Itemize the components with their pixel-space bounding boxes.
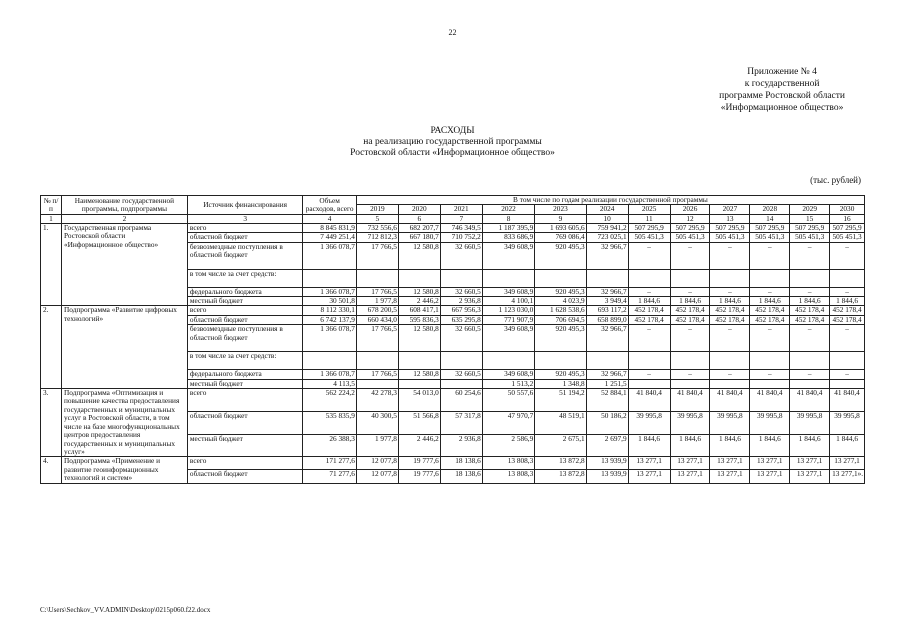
year-value-cell (790, 352, 830, 370)
year-value-cell: 39 995,8 (670, 411, 710, 434)
year-value-cell (356, 352, 398, 370)
year-value-cell: 12 580,8 (398, 287, 440, 296)
year-value-cell: – (628, 242, 670, 269)
column-index-cell: 2 (61, 214, 187, 223)
row-number: 1. (41, 223, 62, 306)
row-number: 4. (41, 457, 62, 483)
year-value-cell: 1 844,6 (710, 434, 750, 457)
year-header: 2024 (586, 205, 628, 214)
year-value-cell: 678 200,5 (356, 306, 398, 315)
year-value-cell: 2 697,9 (586, 434, 628, 457)
year-value-cell: 349 608,9 (482, 242, 534, 269)
year-value-cell: 41 840,4 (710, 389, 750, 412)
year-value-cell (356, 379, 398, 388)
year-value-cell: – (750, 325, 790, 352)
year-value-cell: – (710, 325, 750, 352)
funding-source: местный бюджет (187, 297, 302, 306)
year-value-cell: 50 557,6 (482, 389, 534, 412)
year-value-cell: 452 178,4 (670, 315, 710, 324)
year-value-cell: 4 100,1 (482, 297, 534, 306)
funding-source: областной бюджет (187, 315, 302, 324)
year-value-cell: 2 586,9 (482, 434, 534, 457)
column-index-cell: 14 (750, 214, 790, 223)
expenses-table (40, 195, 865, 484)
appendix-line-1: Приложение № 4 (747, 67, 817, 77)
column-index-cell: 11 (628, 214, 670, 223)
funding-source: безвозмездные поступления в областной бюджет (187, 242, 302, 269)
page-number: 22 (448, 28, 457, 37)
total-value-cell: 8 112 330,1 (303, 306, 357, 315)
year-value-cell: 13 277,1 (790, 470, 830, 483)
year-value-cell (790, 269, 830, 287)
year-value-cell: – (710, 370, 750, 379)
year-value-cell (628, 379, 670, 388)
year-value-cell: 13 808,3 (482, 470, 534, 483)
total-value-cell: 8 845 831,9 (303, 223, 357, 232)
table-row (41, 457, 865, 470)
year-value-cell: 13 277,1». (830, 470, 865, 483)
year-value-cell (710, 269, 750, 287)
year-value-cell: 595 836,3 (398, 315, 440, 324)
appendix-line-2: к государственной (744, 79, 820, 89)
year-value-cell: 452 178,4 (790, 315, 830, 324)
year-value-cell: 18 138,6 (440, 457, 482, 470)
year-value-cell: 42 278,3 (356, 389, 398, 412)
year-value-cell: 1 251,5 (586, 379, 628, 388)
year-value-cell: 4 023,9 (535, 297, 586, 306)
year-value-cell (482, 352, 534, 370)
year-value-cell: 452 178,4 (628, 315, 670, 324)
year-value-cell: 1 977,8 (356, 434, 398, 457)
funding-source: безвозмездные поступления в областной бюджет (187, 325, 302, 352)
year-value-cell: 18 138,6 (440, 470, 482, 483)
year-value-cell: 706 694,5 (535, 315, 586, 324)
funding-source: местный бюджет (187, 434, 302, 457)
column-index-cell: 6 (398, 214, 440, 223)
column-index-cell: 3 (187, 214, 302, 223)
year-value-cell: 1 693 605,6 (535, 223, 586, 232)
year-value-cell: – (750, 242, 790, 269)
year-value-cell (628, 352, 670, 370)
total-value-cell: 1 366 078,7 (303, 370, 357, 379)
column-index-cell: 1 (41, 214, 62, 223)
year-value-cell: 507 295,9 (628, 223, 670, 232)
col-header-by-years: В том числе по годам реализации государственной программы (356, 196, 864, 205)
year-value-cell: 732 556,6 (356, 223, 398, 232)
total-value-cell: 7 449 251,4 (303, 233, 357, 242)
year-value-cell: 32 660,5 (440, 370, 482, 379)
year-value-cell: 1 844,6 (830, 297, 865, 306)
year-value-cell: 1 977,8 (356, 297, 398, 306)
year-value-cell: – (750, 287, 790, 296)
year-value-cell: 32 966,7 (586, 287, 628, 296)
year-value-cell: 17 766,5 (356, 370, 398, 379)
year-value-cell: 1 844,6 (670, 434, 710, 457)
year-value-cell: 41 840,4 (628, 389, 670, 412)
year-value-cell (628, 269, 670, 287)
total-value-cell: 30 501,8 (303, 297, 357, 306)
year-value-cell: 507 295,9 (750, 223, 790, 232)
year-value-cell: 2 936,8 (440, 297, 482, 306)
program-name: Подпрограмма «Применение и развитие геоинформационных технологий и систем» (61, 457, 187, 483)
col-header-num: № п/п (41, 196, 62, 215)
year-value-cell: 57 317,8 (440, 411, 482, 434)
appendix-line-3: программе Ростовской области (719, 91, 845, 101)
year-value-cell: 39 995,8 (790, 411, 830, 434)
year-value-cell: 507 295,9 (830, 223, 865, 232)
year-value-cell: 39 995,8 (628, 411, 670, 434)
year-value-cell: 13 277,1 (750, 457, 790, 470)
year-value-cell: 13 277,1 (628, 457, 670, 470)
year-value-cell: – (830, 287, 865, 296)
year-value-cell: 507 295,9 (790, 223, 830, 232)
table-row (41, 223, 865, 232)
year-value-cell: 771 907,9 (482, 315, 534, 324)
year-header: 2030 (830, 205, 865, 214)
total-value-cell: 1 366 078,7 (303, 325, 357, 352)
total-value-cell: 562 224,2 (303, 389, 357, 412)
year-header: 2022 (482, 205, 534, 214)
total-value-cell (303, 269, 357, 287)
year-value-cell: 13 277,1 (830, 457, 865, 470)
year-header: 2025 (628, 205, 670, 214)
year-header: 2029 (790, 205, 830, 214)
year-value-cell: 667 956,3 (440, 306, 482, 315)
year-value-cell: – (628, 370, 670, 379)
program-name: Государственная программа Ростовской области «Информационное общество» (61, 223, 187, 306)
year-value-cell: 12 580,8 (398, 325, 440, 352)
year-value-cell (440, 352, 482, 370)
year-value-cell: 13 277,1 (670, 457, 710, 470)
year-value-cell (440, 269, 482, 287)
year-value-cell: 746 349,5 (440, 223, 482, 232)
year-header: 2021 (440, 205, 482, 214)
year-value-cell: 41 840,4 (750, 389, 790, 412)
year-value-cell: 452 178,4 (670, 306, 710, 315)
year-value-cell (356, 269, 398, 287)
year-value-cell: 667 180,7 (398, 233, 440, 242)
funding-source: всего (187, 306, 302, 315)
year-value-cell: 17 766,5 (356, 325, 398, 352)
year-value-cell: 1 844,6 (830, 434, 865, 457)
year-value-cell: 452 178,4 (710, 315, 750, 324)
year-header: 2020 (398, 205, 440, 214)
year-value-cell: – (670, 287, 710, 296)
year-value-cell: 2 675,1 (535, 434, 586, 457)
year-value-cell: 1 187 395,9 (482, 223, 534, 232)
header-row-1 (41, 196, 865, 205)
year-value-cell: 693 117,2 (586, 306, 628, 315)
year-value-cell: 833 686,9 (482, 233, 534, 242)
year-value-cell: 349 608,9 (482, 287, 534, 296)
year-value-cell: 2 446,2 (398, 434, 440, 457)
year-value-cell: 349 608,9 (482, 325, 534, 352)
year-value-cell: 39 995,8 (830, 411, 865, 434)
year-value-cell (830, 352, 865, 370)
year-value-cell: 13 277,1 (628, 470, 670, 483)
year-value-cell: 608 417,1 (398, 306, 440, 315)
total-value-cell: 26 388,3 (303, 434, 357, 457)
funding-source: федерального бюджета (187, 370, 302, 379)
year-value-cell: 50 186,2 (586, 411, 628, 434)
year-value-cell: 507 295,9 (670, 223, 710, 232)
year-value-cell: 452 178,4 (710, 306, 750, 315)
year-value-cell (750, 269, 790, 287)
file-path-footer: C:\Users\Sechkov_VV.ADMIN\Desktop\0215p060.f22.docx (40, 606, 211, 614)
year-value-cell (398, 379, 440, 388)
year-value-cell: 505 451,3 (750, 233, 790, 242)
year-value-cell (830, 379, 865, 388)
total-value-cell: 171 277,6 (303, 457, 357, 470)
year-header: 2027 (710, 205, 750, 214)
year-value-cell: 32 966,7 (586, 325, 628, 352)
year-value-cell: 920 495,3 (535, 325, 586, 352)
funding-source: всего (187, 223, 302, 232)
year-value-cell (398, 352, 440, 370)
year-value-cell (670, 269, 710, 287)
year-value-cell: 635 295,8 (440, 315, 482, 324)
year-value-cell: 349 608,9 (482, 370, 534, 379)
year-value-cell (482, 269, 534, 287)
year-value-cell: 19 777,6 (398, 457, 440, 470)
funding-source: областной бюджет (187, 411, 302, 434)
year-value-cell: – (710, 242, 750, 269)
year-value-cell: 505 451,3 (670, 233, 710, 242)
year-value-cell: – (790, 370, 830, 379)
total-value-cell: 4 113,5 (303, 379, 357, 388)
year-value-cell: 13 939,9 (586, 470, 628, 483)
year-value-cell: 12 077,8 (356, 457, 398, 470)
program-name: Подпрограмма «Развитие цифровых технологий» (61, 306, 187, 389)
year-value-cell: – (628, 287, 670, 296)
year-value-cell: 47 970,7 (482, 411, 534, 434)
year-header: 2023 (535, 205, 586, 214)
year-value-cell (830, 269, 865, 287)
year-value-cell: 41 840,4 (790, 389, 830, 412)
year-value-cell: 32 660,5 (440, 242, 482, 269)
document-title (0, 126, 905, 159)
year-value-cell: 759 941,2 (586, 223, 628, 232)
year-value-cell: 682 207,7 (398, 223, 440, 232)
year-value-cell: 52 884,1 (586, 389, 628, 412)
year-value-cell: 505 451,3 (710, 233, 750, 242)
year-value-cell: 2 446,2 (398, 297, 440, 306)
year-value-cell: – (830, 370, 865, 379)
col-header-total: Объем расходов, всего (303, 196, 357, 215)
year-value-cell: 452 178,4 (750, 315, 790, 324)
year-header: 2028 (750, 205, 790, 214)
column-index-cell: 12 (670, 214, 710, 223)
year-value-cell (750, 379, 790, 388)
year-value-cell: 660 434,0 (356, 315, 398, 324)
year-value-cell: 452 178,4 (628, 306, 670, 315)
year-value-cell: 769 086,4 (535, 233, 586, 242)
year-value-cell: – (750, 370, 790, 379)
funding-source: всего (187, 389, 302, 412)
appendix-header (719, 66, 845, 114)
year-value-cell: 452 178,4 (830, 306, 865, 315)
funding-source: в том числе за счет средств: (187, 269, 302, 287)
year-value-cell: 12 580,8 (398, 370, 440, 379)
total-value-cell (303, 352, 357, 370)
year-value-cell: 1 844,6 (790, 297, 830, 306)
column-index-cell: 16 (830, 214, 865, 223)
units-label: (тыс. рублей) (810, 175, 861, 185)
year-value-cell (398, 269, 440, 287)
year-value-cell: 39 995,8 (750, 411, 790, 434)
column-index-cell: 8 (482, 214, 534, 223)
year-value-cell: 1 844,6 (750, 434, 790, 457)
year-value-cell: 452 178,4 (790, 306, 830, 315)
col-header-source: Источник финансирования (187, 196, 302, 215)
year-value-cell: 1 844,6 (710, 297, 750, 306)
year-value-cell: 13 277,1 (670, 470, 710, 483)
total-value-cell: 1 366 078,7 (303, 287, 357, 296)
year-value-cell: 920 495,3 (535, 287, 586, 296)
year-value-cell: – (710, 287, 750, 296)
year-value-cell: 13 872,8 (535, 470, 586, 483)
year-value-cell: 17 766,5 (356, 287, 398, 296)
year-value-cell: 1 844,6 (790, 434, 830, 457)
column-index-cell: 13 (710, 214, 750, 223)
year-value-cell: – (670, 242, 710, 269)
year-value-cell (710, 352, 750, 370)
year-value-cell: 658 899,0 (586, 315, 628, 324)
year-value-cell: 51 194,2 (535, 389, 586, 412)
year-value-cell: 32 966,7 (586, 242, 628, 269)
table-row (41, 389, 865, 412)
year-value-cell: 32 660,5 (440, 325, 482, 352)
year-value-cell: 13 277,1 (790, 457, 830, 470)
year-value-cell (586, 352, 628, 370)
total-value-cell: 71 277,6 (303, 470, 357, 483)
year-value-cell: – (830, 242, 865, 269)
year-value-cell (670, 352, 710, 370)
appendix-line-4: «Информационное общество» (720, 103, 844, 113)
column-index-cell: 15 (790, 214, 830, 223)
year-value-cell: 1 844,6 (670, 297, 710, 306)
year-value-cell: 1 348,8 (535, 379, 586, 388)
table-row (41, 306, 865, 315)
year-value-cell: 712 812,3 (356, 233, 398, 242)
column-index-cell: 10 (586, 214, 628, 223)
year-value-cell: – (790, 287, 830, 296)
year-value-cell: 1 844,6 (628, 297, 670, 306)
funding-source: в том числе за счет средств: (187, 352, 302, 370)
column-index-cell: 4 (303, 214, 357, 223)
year-value-cell: 13 939,9 (586, 457, 628, 470)
year-value-cell: 452 178,4 (830, 315, 865, 324)
year-value-cell: 13 872,8 (535, 457, 586, 470)
year-value-cell: 60 254,6 (440, 389, 482, 412)
year-value-cell: 723 025,1 (586, 233, 628, 242)
column-index-row (41, 214, 865, 223)
year-value-cell: 1 844,6 (628, 434, 670, 457)
row-number: 3. (41, 389, 62, 457)
year-value-cell: – (670, 325, 710, 352)
column-index-cell: 5 (356, 214, 398, 223)
year-value-cell: 13 277,1 (710, 470, 750, 483)
year-value-cell: 2 936,8 (440, 434, 482, 457)
year-value-cell: 920 495,3 (535, 242, 586, 269)
year-value-cell: 32 660,5 (440, 287, 482, 296)
year-value-cell: 54 013,0 (398, 389, 440, 412)
year-value-cell: 3 949,4 (586, 297, 628, 306)
year-value-cell (535, 269, 586, 287)
year-value-cell: – (670, 370, 710, 379)
year-value-cell: 19 777,6 (398, 470, 440, 483)
year-value-cell: 1 844,6 (750, 297, 790, 306)
total-value-cell: 535 835,9 (303, 411, 357, 434)
year-value-cell: – (790, 325, 830, 352)
year-value-cell (670, 379, 710, 388)
year-value-cell: 507 295,9 (710, 223, 750, 232)
year-value-cell: 48 519,1 (535, 411, 586, 434)
year-value-cell (750, 352, 790, 370)
year-value-cell: 920 495,3 (535, 370, 586, 379)
column-index-cell: 9 (535, 214, 586, 223)
year-value-cell: 39 995,8 (710, 411, 750, 434)
year-value-cell: 17 766,5 (356, 242, 398, 269)
funding-source: федерального бюджета (187, 287, 302, 296)
year-value-cell: – (790, 242, 830, 269)
year-value-cell: 1 628 538,6 (535, 306, 586, 315)
year-header: 2026 (670, 205, 710, 214)
year-value-cell: 505 451,3 (830, 233, 865, 242)
year-value-cell (586, 269, 628, 287)
year-value-cell: 710 752,2 (440, 233, 482, 242)
funding-source: областной бюджет (187, 470, 302, 483)
year-value-cell: 452 178,4 (750, 306, 790, 315)
year-value-cell: 13 808,3 (482, 457, 534, 470)
year-value-cell: 32 966,7 (586, 370, 628, 379)
title-line-3: Ростовской области «Информационное общество» (350, 148, 555, 158)
year-value-cell: 41 840,4 (830, 389, 865, 412)
funding-source: местный бюджет (187, 379, 302, 388)
year-value-cell: 13 277,1 (710, 457, 750, 470)
year-value-cell (535, 352, 586, 370)
year-value-cell: 12 077,8 (356, 470, 398, 483)
year-value-cell: 505 451,3 (790, 233, 830, 242)
total-value-cell: 1 366 078,7 (303, 242, 357, 269)
year-value-cell: 1 513,2 (482, 379, 534, 388)
year-value-cell: 1 123 030,0 (482, 306, 534, 315)
year-value-cell: 505 451,3 (628, 233, 670, 242)
col-header-name: Наименование государственной программы, подпрограммы (61, 196, 187, 215)
row-number: 2. (41, 306, 62, 389)
year-value-cell: 12 580,8 (398, 242, 440, 269)
year-value-cell: – (628, 325, 670, 352)
funding-source: областной бюджет (187, 233, 302, 242)
year-value-cell (710, 379, 750, 388)
funding-source: всего (187, 457, 302, 470)
year-value-cell (790, 379, 830, 388)
year-value-cell: 41 840,4 (670, 389, 710, 412)
title-line-1: РАСХОДЫ (430, 126, 475, 136)
title-line-2: на реализацию государственной программы (363, 137, 542, 147)
year-value-cell (440, 379, 482, 388)
year-header: 2019 (356, 205, 398, 214)
year-value-cell: 40 300,5 (356, 411, 398, 434)
total-value-cell: 6 742 137,9 (303, 315, 357, 324)
column-index-cell: 7 (440, 214, 482, 223)
year-value-cell: 51 566,8 (398, 411, 440, 434)
program-name: Подпрограмма «Оптимизация и повышение качества предоставления государственных и муниципальных услуг в Ростовской области, в том числе на базе многофункциональных центров предоставления государственных и муниципальных услуг» (61, 389, 187, 457)
year-value-cell: – (830, 325, 865, 352)
year-value-cell: 13 277,1 (750, 470, 790, 483)
